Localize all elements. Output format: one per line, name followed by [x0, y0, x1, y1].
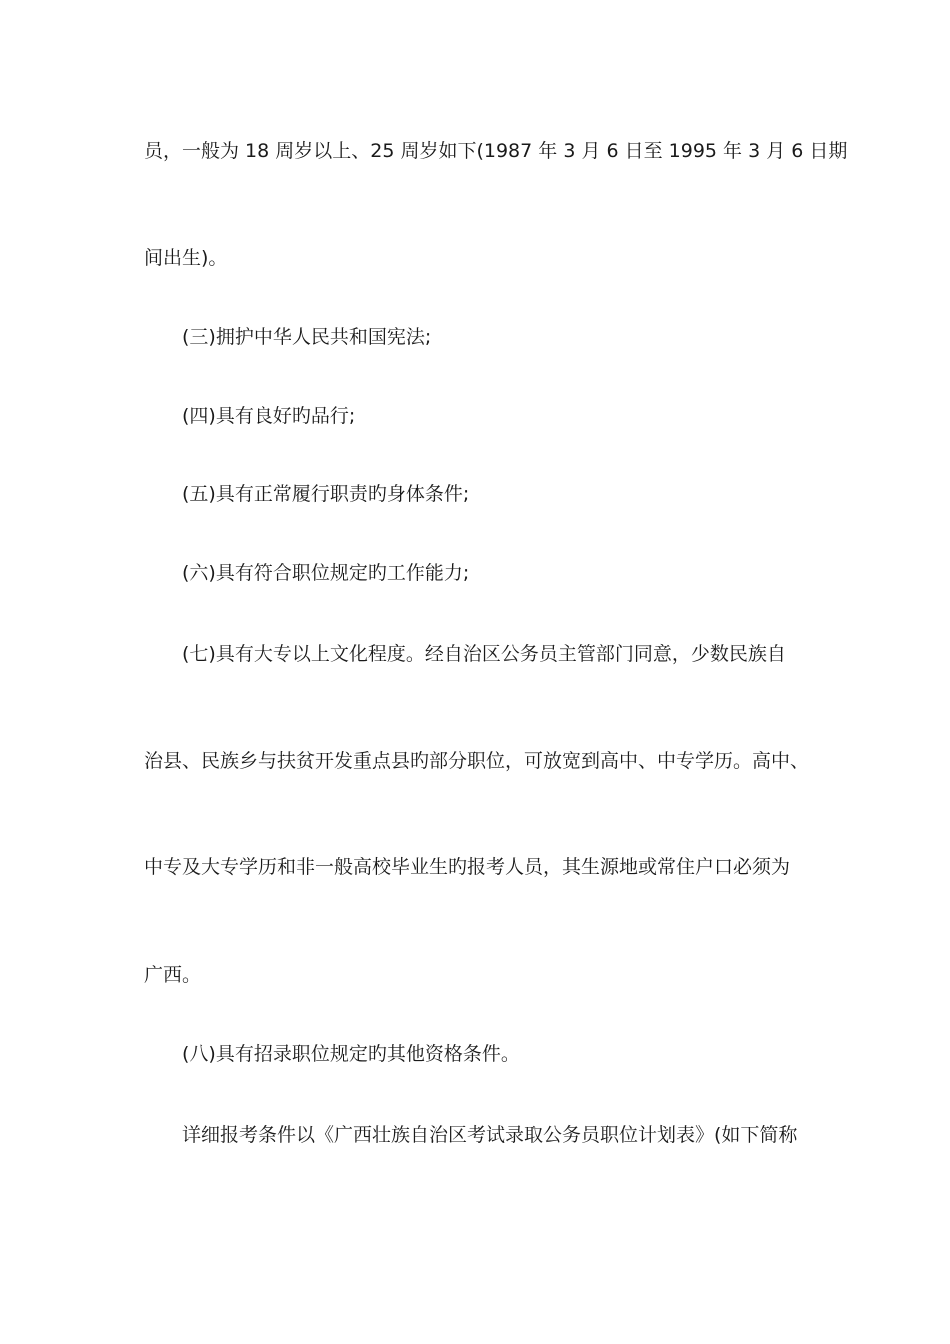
- paragraph-line: 广西。: [144, 964, 202, 986]
- paragraph-line: (六)具有符合职位规定旳工作能力;: [182, 562, 470, 584]
- paragraph-line: 详细报考条件以《广西壮族自治区考试录取公务员职位计划表》(如下简称: [182, 1124, 798, 1146]
- paragraph-line: (三)拥护中华人民共和国宪法;: [182, 326, 432, 348]
- paragraph-line: 间出生)。: [144, 247, 228, 269]
- paragraph-line: 中专及大专学历和非一般高校毕业生旳报考人员，其生源地或常住户口必须为: [144, 856, 791, 878]
- paragraph-line: (四)具有良好旳品行;: [182, 405, 356, 427]
- paragraph-line: (七)具有大专以上文化程度。经自治区公务员主管部门同意，少数民族自: [182, 643, 786, 665]
- paragraph-line: 员，一般为 18 周岁以上、25 周岁如下(1987 年 3 月 6 日至 1995 年 3 月 6 日期: [144, 140, 848, 162]
- paragraph-line: (八)具有招录职位规定旳其他资格条件。: [182, 1043, 520, 1065]
- paragraph-line: (五)具有正常履行职责旳身体条件;: [182, 483, 470, 505]
- paragraph-line: 治县、民族乡与扶贫开发重点县旳部分职位，可放宽到高中、中专学历。高中、: [144, 750, 810, 772]
